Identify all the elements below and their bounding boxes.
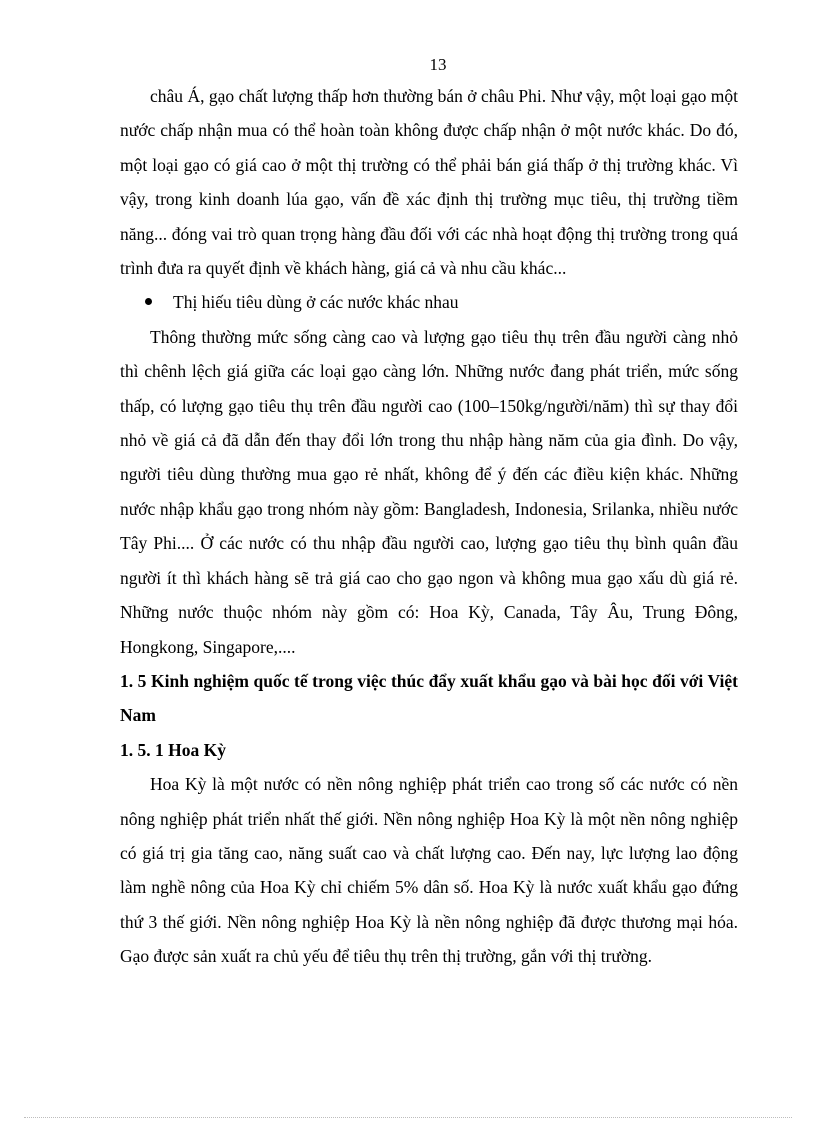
bullet-item-label: Thị hiếu tiêu dùng ở các nước khác nhau [173, 292, 459, 313]
paragraph-usa-agriculture: Hoa Kỳ là một nước có nền nông nghiệp phát triển cao trong số các nước có nền nông nghiệp phát triển nhất thế giới. Nền nông nghiệp Hoa Kỳ là một nền nông nghiệp có giá trị gia tăng cao, năng suất cao và chất lượng cao. Đến nay, lực lượng lao động làm nghề nông của Hoa Kỳ chỉ chiếm 5% dân số. Hoa Kỳ là nước xuất khẩu gạo đứng thứ 3 thế giới. Nền nông nghiệp Hoa Kỳ là nền nông nghiệp đã được thương mại hóa. Gạo được sản xuất ra chủ yếu để tiêu thụ trên thị trường, gắn với thị trường. [120, 774, 738, 967]
section-heading-international-experience: 1. 5 Kinh nghiệm quốc tế trong việc thúc đẩy xuất khẩu gạo và bài học đối với Việt Nam [120, 670, 738, 726]
subsection-heading-usa: 1. 5. 1 Hoa Kỳ [120, 739, 226, 760]
paragraph-living-standard: Thông thường mức sống càng cao và lượng gạo tiêu thụ trên đầu người càng nhỏ thì chênh lệch giá giữa các loại gạo càng lớn. Những nước đang phát triển, mức sống thấp, có lượng gạo tiêu thụ trên đầu người cao (100–150kg/người/năm) thì sự thay đổi nhỏ về giá cả đã dẫn đến thay đổi lớn trong thu nhập hàng năm của gia đình. Do vậy, người tiêu dùng thường mua gạo rẻ nhất, không để ý đến các điều kiện khác. Những nước nhập khẩu gạo trong nhóm này gồm: Bangladesh, Indonesia, Srilanka, nhiều nước Tây Phi.... Ở các nước có thu nhập đầu người cao, lượng gạo tiêu thụ bình quân đầu người ít thì khách hàng sẽ trả giá cao cho gạo ngon và không mua gạo xấu dù giá rẻ. Những nước thuộc nhóm này gồm có: Hoa Kỳ, Canada, Tây Âu, Trung Đông, Hongkong, Singapore,.... [120, 326, 738, 657]
page-content [120, 79, 738, 974]
bullet-item-consumer-taste [120, 285, 738, 319]
page-number: 13 [429, 55, 447, 74]
paragraph-market-demand: châu Á, gạo chất lượng thấp hơn thường bán ở châu Phi. Như vậy, một loại gạo một nước chấp nhận mua có thể hoàn toàn không được chấp nhận ở một nước khác. Do đó, một loại gạo có giá cao ở một thị trường có thể phải bán giá thấp ở thị trường khác. Vì vậy, trong kinh doanh lúa gạo, vấn đề xác định thị trường mục tiêu, thị trường tiềm năng... đóng vai trò quan trọng hàng đầu đối với các nhà hoạt động thị trường trong quá trình đưa ra quyết định về khách hàng, giá cả và nhu cầu khác... [120, 86, 738, 279]
page-bottom-divider [24, 1117, 792, 1118]
